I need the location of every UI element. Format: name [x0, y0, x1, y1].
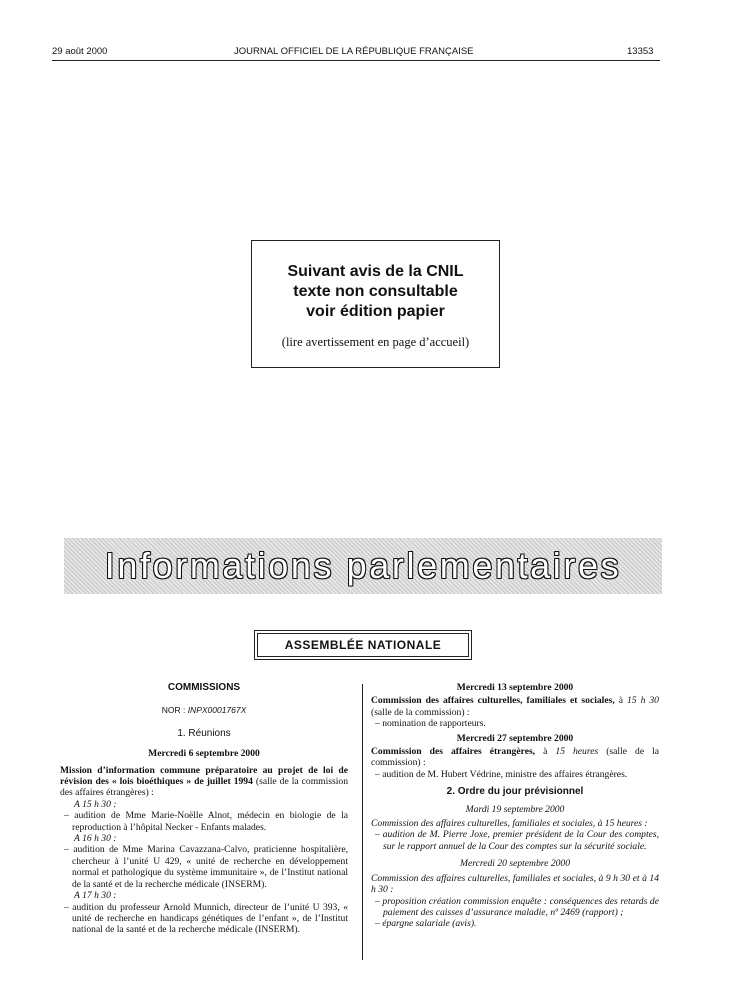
meeting-location: (salle de la commission) : [371, 706, 470, 718]
notice-line-3: voir édition papier [306, 303, 445, 320]
date-6-septembre: Mercredi 6 septembre 2000 [148, 748, 260, 760]
nor-label: NOR : [161, 705, 186, 716]
mission-title: Mission d’information commune préparatoire au projet de loi de révision des « lois bioéthiques » de juillet 1994 [60, 764, 348, 788]
list-item: – audition de M. Hubert Védrine, ministre des affaires étrangères. [375, 768, 628, 780]
list-item: – proposition création commission enquête : conséquences des retards de paiement des caisses d’assurance maladie, nº 2469 (rapport) ; [375, 895, 659, 918]
right-column [371, 682, 659, 930]
banner-title: Informations parlementaires [104, 545, 622, 586]
section-ordre-du-jour: 2. Ordre du jour prévisionnel [446, 786, 584, 798]
nor-value: INPX0001767X [187, 705, 247, 716]
time-15h30: A 15 h 30 : [74, 798, 117, 810]
header-rule [52, 60, 660, 61]
list-item: – audition de Mme Marina Cavazzana-Calvo, praticienne hospitalière, chercheur à l’unité U 429, « unité de recherche en développement normal et pathologique du système immunitaire », de l’Institut national de la santé et de la recherche médicale (INSERM). [64, 844, 348, 890]
meeting-time: 15 heures [555, 746, 599, 758]
date-19-septembre: Mardi 19 septembre 2000 [465, 803, 565, 815]
commission-etrangeres-entry [371, 746, 659, 769]
section-reunions: 1. Réunions [177, 727, 231, 739]
date-27-septembre: Mercredi 27 septembre 2000 [456, 732, 574, 744]
commission-19-entry: Commission des affaires culturelles, familiales et sociales, à 15 heures : [371, 818, 648, 830]
time-16h30: A 16 h 30 : [74, 833, 117, 845]
mission-location: (salle de la commission des affaires étrangères) : [60, 776, 349, 799]
notice-line-1: Suivant avis de la CNIL [287, 263, 464, 280]
date-13-septembre: Mercredi 13 septembre 2000 [456, 682, 574, 693]
nor-reference [60, 705, 348, 716]
mission-paragraph [60, 765, 348, 799]
list-item: – épargne salariale (avis). [375, 918, 477, 930]
header-journal-title: JOURNAL OFFICIEL DE LA RÉPUBLIQUE FRANÇAISE [234, 46, 474, 57]
commission-20-entry: Commission des affaires culturelles, familiales et sociales, à 9 h 30 et à 14 h 30 : [371, 872, 659, 896]
list-item: – audition de M. Pierre Joxe, premier président de la Cour des comptes, sur le rapport annuel de la Cour des comptes sur la sécurité sociale. [375, 829, 659, 852]
preposition: à [543, 746, 548, 758]
commission-culturelles-entry [371, 695, 659, 718]
list-item: – audition de Mme Marie-Noëlle Alnot, médecin en biologie de la reproduction à l’hôpital Necker - Enfants malades. [64, 810, 348, 833]
column-divider [362, 684, 363, 960]
cnil-notice-box [251, 240, 500, 368]
left-column [60, 682, 348, 936]
preposition: à [618, 695, 623, 707]
list-item: – audition du professeur Arnold Munnich, directeur de l’unité U 393, « unité de recherche en handicaps génétiques de l’enfant », de l’Institut national de la santé et de la recherche médicale (INSERM). [64, 901, 348, 936]
meeting-location: (salle de la commission) : [371, 746, 660, 769]
date-20-septembre: Mercredi 20 septembre 2000 [459, 858, 571, 870]
commission-name: Commission des affaires culturelles, familiales et sociales, [371, 695, 615, 707]
assembly-title: ASSEMBLÉE NATIONALE [257, 633, 469, 657]
header-date: 29 août 2000 [52, 46, 108, 57]
notice-line-2: texte non consultable [293, 283, 458, 300]
meeting-time: 15 h 30 [627, 695, 659, 707]
notice-line-4: (lire avertissement en page d’accueil) [281, 335, 470, 349]
time-17h30: A 17 h 30 : [74, 890, 117, 902]
commission-name: Commission des affaires étrangères, [371, 746, 536, 758]
commissions-heading: COMMISSIONS [167, 682, 241, 693]
header-page-number: 13353 [627, 46, 654, 57]
list-item: – nomination de rapporteurs. [375, 718, 486, 730]
